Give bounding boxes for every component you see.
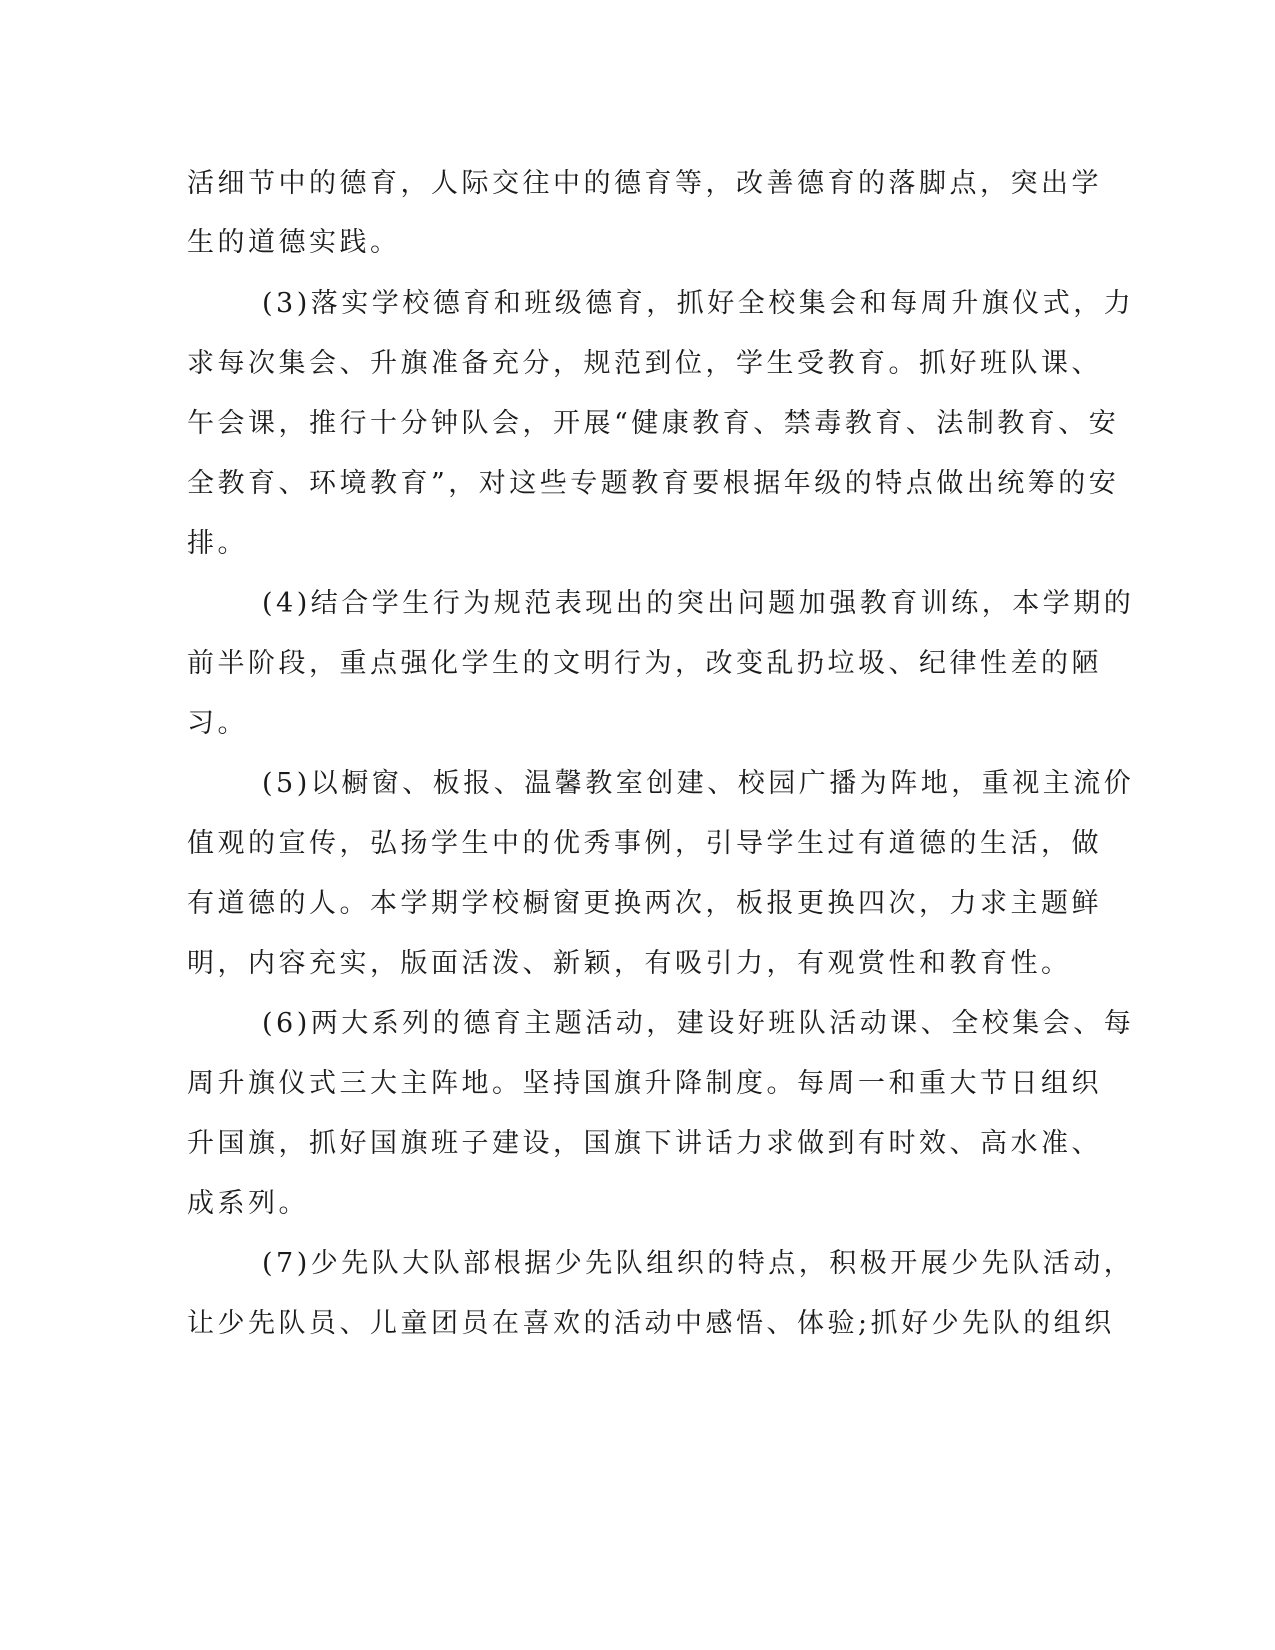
- text-line: 明，内容充实，版面活泼、新颖，有吸引力，有观赏性和教育性。: [187, 948, 1072, 979]
- text-line: 习。: [187, 708, 248, 739]
- text-line: 值观的宣传，弘扬学生中的优秀事例，引导学生过有道德的生活，做: [187, 828, 1102, 859]
- paragraph-start-4: (4)结合学生行为规范表现出的突出问题加强教育训练，本学期的: [262, 588, 1135, 619]
- text-line: 升国旗，抓好国旗班子建设，国旗下讲话力求做到有时效、高水准、: [187, 1128, 1102, 1159]
- text-line: 有道德的人。本学期学校橱窗更换两次，板报更换四次，力求主题鲜: [187, 888, 1102, 919]
- paragraph-start-7: (7)少先队大队部根据少先队组织的特点，积极开展少先队活动，: [262, 1248, 1135, 1279]
- text-line: 前半阶段，重点强化学生的文明行为，改变乱扔垃圾、纪律性差的陋: [187, 648, 1102, 679]
- text-line: 活细节中的德育，人际交往中的德育等，改善德育的落脚点，突出学: [187, 168, 1102, 199]
- paragraph-start-3: (3)落实学校德育和班级德育，抓好全校集会和每周升旗仪式，力: [262, 288, 1135, 319]
- text-line: 生的道德实践。: [187, 227, 401, 258]
- text-line: 午会课，推行十分钟队会，开展“健康教育、禁毒教育、法制教育、安: [187, 408, 1120, 439]
- text-line: 成系列。: [187, 1188, 309, 1219]
- text-line: 全教育、环境教育”，对这些专题教育要根据年级的特点做出统筹的安: [187, 468, 1120, 499]
- text-line: 求每次集会、升旗准备充分，规范到位，学生受教育。抓好班队课、: [187, 348, 1102, 379]
- text-line: 排。: [187, 528, 248, 559]
- text-line: 让少先队员、儿童团员在喜欢的活动中感悟、体验;抓好少先队的组织: [187, 1308, 1115, 1339]
- text-line: 周升旗仪式三大主阵地。坚持国旗升降制度。每周一和重大节日组织: [187, 1068, 1102, 1099]
- paragraph-start-6: (6)两大系列的德育主题活动，建设好班队活动课、全校集会、每: [262, 1008, 1135, 1039]
- paragraph-start-5: (5)以橱窗、板报、温馨教室创建、校园广播为阵地，重视主流价: [262, 768, 1135, 799]
